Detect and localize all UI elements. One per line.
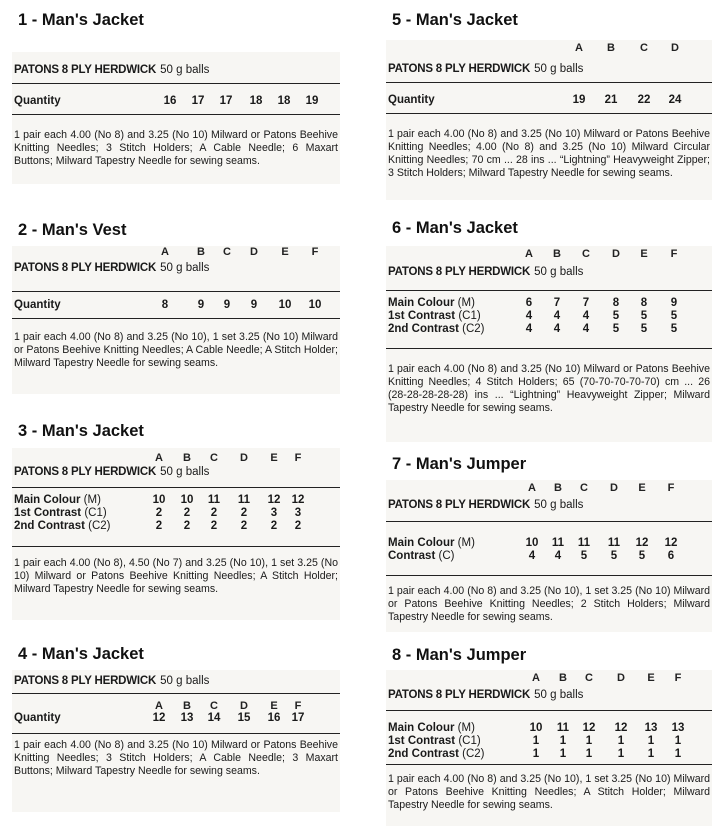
size-letter: F (311, 246, 319, 258)
size-letter: B (197, 246, 205, 258)
quantity-value: 5 (580, 550, 588, 562)
size-header (12, 452, 340, 466)
quantity-value: 5 (610, 550, 618, 562)
row-label-code: (C1) (458, 735, 481, 747)
size-letter: D (671, 42, 679, 54)
quantity-value: 17 (291, 712, 305, 724)
quantity-value: 1 (647, 748, 655, 760)
size-letter: F (294, 452, 302, 464)
size-letter: F (667, 482, 675, 494)
row-label (388, 748, 485, 760)
quantity-value: 1 (674, 748, 682, 760)
quantity-value: 2 (240, 507, 248, 519)
quantity-value: 2 (155, 520, 163, 532)
divider (12, 291, 340, 292)
size-letter: A (155, 452, 163, 464)
yarn-line (14, 675, 209, 687)
size-letter: A (575, 42, 583, 54)
quantity-value: 16 (163, 95, 177, 107)
quantity-value: 4 (582, 323, 590, 335)
row-label-code: (C2) (462, 748, 485, 760)
size-letter: C (585, 672, 593, 684)
size-letter: A (525, 248, 533, 260)
quantity-value: 8 (640, 297, 648, 309)
quantity-value: 12 (152, 712, 166, 724)
row-label-text: 1st Contrast (14, 507, 82, 519)
row-label (14, 712, 61, 724)
size-letter: A (532, 672, 540, 684)
yarn-unit: 50 g balls (160, 675, 210, 687)
divider (12, 83, 340, 84)
quantity-value: 12 (635, 537, 649, 549)
pattern-heading: 7 - Man's Jumper (392, 455, 527, 473)
row-label-text: Quantity (14, 299, 61, 311)
yarn-line (388, 689, 583, 701)
row-label-text: Main Colour (388, 537, 455, 549)
quantity-value: 6 (525, 297, 533, 309)
divider (386, 521, 712, 522)
requirements-card (386, 480, 712, 632)
size-letter: D (250, 246, 258, 258)
row-label-code: (C1) (458, 310, 481, 322)
materials-description: 1 pair each 4.00 (No 8) and 3.25 (No 10) Milward or Patons Beehive Knitting Needles; 4 Stitch Holders; 65 (70-70-70-70-70) cm ... 26 (28-28-28-28-28) ins ... “Lightning” Heavyweight Zipper; Milward Tapestry Needle for sewing seams. (388, 363, 710, 414)
quantity-value: 22 (637, 94, 651, 106)
quantity-value: 12 (291, 494, 305, 506)
row-label-text: 1st Contrast (388, 735, 456, 747)
divider (386, 113, 712, 114)
quantity-value: 4 (525, 323, 533, 335)
quantity-value: 5 (670, 323, 678, 335)
size-letter: E (270, 700, 278, 712)
divider (386, 82, 712, 83)
quantity-value: 1 (585, 735, 593, 747)
quantity-row (12, 712, 340, 726)
yarn-name: PATONS 8 PLY HERDWICK (388, 689, 531, 701)
yarn-line (14, 466, 209, 478)
quantity-row (386, 748, 712, 762)
pattern-heading: 6 - Man's Jacket (392, 219, 518, 237)
row-label (14, 299, 61, 311)
size-letter: A (155, 700, 163, 712)
divider (12, 487, 340, 488)
quantity-row (12, 520, 340, 534)
quantity-row (386, 297, 712, 311)
divider (386, 348, 712, 349)
yarn-unit: 50 g balls (160, 466, 210, 478)
quantity-row (12, 95, 340, 109)
row-label (388, 323, 485, 335)
quantity-value: 14 (207, 712, 221, 724)
row-label (388, 297, 475, 309)
size-letter: B (183, 700, 191, 712)
row-label (388, 310, 481, 322)
quantity-value: 21 (604, 94, 618, 106)
yarn-name: PATONS 8 PLY HERDWICK (14, 466, 157, 478)
quantity-value: 2 (240, 520, 248, 532)
quantity-value: 13 (644, 722, 658, 734)
requirements-card (386, 246, 712, 442)
row-label-code: (C) (438, 550, 455, 562)
row-label-text: Quantity (14, 95, 61, 107)
quantity-row (386, 94, 712, 108)
quantity-value: 2 (294, 520, 302, 532)
size-letter: C (210, 700, 218, 712)
pattern-heading: 1 - Man's Jacket (18, 11, 144, 29)
quantity-row (12, 494, 340, 508)
row-label-code: (M) (457, 537, 475, 549)
size-letter: C (210, 452, 218, 464)
quantity-value: 7 (582, 297, 590, 309)
quantity-value: 5 (612, 310, 620, 322)
quantity-value: 2 (183, 520, 191, 532)
yarn-unit: 50 g balls (160, 64, 210, 76)
pattern-heading: 4 - Man's Jacket (18, 645, 144, 663)
quantity-value: 24 (668, 94, 682, 106)
quantity-value: 13 (180, 712, 194, 724)
size-letter: C (223, 246, 231, 258)
materials-description: 1 pair each 4.00 (No 8) and 3.25 (No 10) Milward or Patons Beehive Knitting Needles; 4.00 (No 8) and 3.25 (No 10) Milward Circular Knitting Needles; 70 cm ... 28 ins ... “Lightning” Heavyweight Zipper; 3 Stitch Holders; Milward Tapestry Needle for sewing seams. (388, 128, 710, 179)
requirements-card (12, 52, 340, 184)
materials-description: 1 pair each 4.00 (No 8) and 3.25 (No 10), 1 set 3.25 (No 10) Milward or Patons Beehive Knitting Needles; 2 Stitch Holders; Milward Tapestry Needle for sewing seams. (388, 585, 710, 623)
quantity-value: 4 (525, 310, 533, 322)
divider (386, 290, 712, 291)
quantity-value: 11 (237, 494, 251, 506)
quantity-value: 6 (667, 550, 675, 562)
quantity-value: 5 (670, 310, 678, 322)
row-label-text: Contrast (388, 550, 436, 562)
quantity-row (386, 735, 712, 749)
row-label (388, 722, 475, 734)
materials-description: 1 pair each 4.00 (No 8) and 3.25 (No 10), 1 set 3.25 (No 10) Milward or Patons Beehive Knitting Needles; A Stitch Holder; Milward Tapestry Needle for sewing seams. (388, 773, 710, 811)
divider (386, 764, 712, 765)
row-label-text: 2nd Contrast (14, 520, 85, 532)
quantity-value: 12 (267, 494, 281, 506)
quantity-value: 5 (612, 323, 620, 335)
quantity-value: 9 (197, 299, 205, 311)
pattern-heading: 3 - Man's Jacket (18, 422, 144, 440)
row-label-code: (C1) (84, 507, 107, 519)
size-letter: F (674, 672, 682, 684)
quantity-value: 1 (559, 748, 567, 760)
quantity-value: 10 (525, 537, 539, 549)
quantity-value: 4 (528, 550, 536, 562)
quantity-row (386, 323, 712, 337)
row-label-code: (C2) (88, 520, 111, 532)
yarn-name: PATONS 8 PLY HERDWICK (14, 262, 157, 274)
size-letter: A (528, 482, 536, 494)
yarn-line (14, 262, 209, 274)
quantity-value: 10 (152, 494, 166, 506)
quantity-value: 11 (577, 537, 591, 549)
size-letter: B (607, 42, 615, 54)
divider (12, 114, 340, 115)
quantity-value: 1 (674, 735, 682, 747)
row-label (388, 94, 435, 106)
row-label (14, 520, 111, 532)
row-label (14, 494, 101, 506)
size-letter: D (240, 700, 248, 712)
quantity-value: 4 (553, 310, 561, 322)
size-letter: C (582, 248, 590, 260)
quantity-value: 12 (614, 722, 628, 734)
size-letter: D (240, 452, 248, 464)
yarn-name: PATONS 8 PLY HERDWICK (388, 266, 531, 278)
quantity-value: 15 (237, 712, 251, 724)
divider (386, 575, 712, 576)
materials-description: 1 pair each 4.00 (No 8) and 3.25 (No 10) Milward or Patons Beehive Knitting Needles; 3 Stitch Holders; A Cable Needle; 3 Maxart Buttons; Milward Tapestry Needle for sewing seams. (14, 739, 338, 777)
quantity-value: 17 (191, 95, 205, 107)
materials-description: 1 pair each 4.00 (No 8), 4.50 (No 7) and 3.25 (No 10), 1 set 3.25 (No 10) Milward or Patons Beehive Knitting Needles; A Stitch Holder; Milward Tapestry Needle for sewing seams. (14, 557, 338, 595)
size-letter: B (559, 672, 567, 684)
yarn-name: PATONS 8 PLY HERDWICK (14, 675, 157, 687)
requirements-card (12, 448, 340, 620)
quantity-value: 8 (161, 299, 169, 311)
quantity-row (12, 299, 340, 313)
yarn-name: PATONS 8 PLY HERDWICK (388, 499, 531, 511)
row-label-code: (M) (457, 722, 475, 734)
row-label-code: (M) (457, 297, 475, 309)
pattern-heading: 8 - Man's Jumper (392, 646, 527, 664)
size-letter: B (183, 452, 191, 464)
quantity-value: 1 (532, 748, 540, 760)
size-letter: F (670, 248, 678, 260)
requirements-card (12, 670, 340, 812)
size-letter: D (617, 672, 625, 684)
size-letter: D (612, 248, 620, 260)
yarn-line (388, 63, 583, 75)
quantity-value: 1 (585, 748, 593, 760)
size-header (12, 246, 340, 260)
yarn-line (14, 64, 209, 76)
quantity-value: 12 (664, 537, 678, 549)
quantity-value: 19 (305, 95, 319, 107)
materials-description: 1 pair each 4.00 (No 8) and 3.25 (No 10), 1 set 3.25 (No 10) Milward or Patons Beehive Knitting Needles; A Cable Needle; A Stitch Holder; Milward Tapestry Needle for sewing seams. (14, 331, 338, 369)
quantity-value: 5 (640, 323, 648, 335)
yarn-line (388, 499, 583, 511)
quantity-value: 11 (551, 537, 565, 549)
row-label (14, 95, 61, 107)
quantity-value: 11 (556, 722, 570, 734)
size-letter: D (610, 482, 618, 494)
row-label-text: Quantity (388, 94, 435, 106)
quantity-value: 8 (612, 297, 620, 309)
yarn-name: PATONS 8 PLY HERDWICK (388, 63, 531, 75)
yarn-unit: 50 g balls (160, 262, 210, 274)
quantity-value: 5 (638, 550, 646, 562)
divider (12, 693, 340, 694)
yarn-name: PATONS 8 PLY HERDWICK (14, 64, 157, 76)
row-label (388, 550, 454, 562)
requirements-card (12, 246, 340, 394)
quantity-value: 12 (582, 722, 596, 734)
quantity-value: 1 (647, 735, 655, 747)
divider (12, 546, 340, 547)
size-letter: F (294, 700, 302, 712)
quantity-value: 1 (617, 748, 625, 760)
quantity-value: 19 (572, 94, 586, 106)
yarn-unit: 50 g balls (534, 63, 584, 75)
row-label-text: Main Colour (388, 722, 455, 734)
yarn-unit: 50 g balls (534, 689, 584, 701)
yarn-unit: 50 g balls (534, 266, 584, 278)
quantity-value: 1 (559, 735, 567, 747)
size-letter: B (554, 482, 562, 494)
size-letter: E (640, 248, 648, 260)
quantity-value: 10 (278, 299, 292, 311)
quantity-value: 2 (210, 520, 218, 532)
quantity-value: 4 (554, 550, 562, 562)
row-label-text: Main Colour (388, 297, 455, 309)
quantity-value: 3 (270, 507, 278, 519)
size-letter: E (270, 452, 278, 464)
quantity-value: 1 (617, 735, 625, 747)
quantity-value: 10 (180, 494, 194, 506)
divider (12, 733, 340, 734)
size-letter: E (638, 482, 646, 494)
row-label-text: 2nd Contrast (388, 748, 459, 760)
quantity-value: 10 (308, 299, 322, 311)
quantity-value: 11 (607, 537, 621, 549)
quantity-value: 2 (183, 507, 191, 519)
quantity-value: 17 (219, 95, 233, 107)
quantity-value: 7 (553, 297, 561, 309)
row-label-text: 1st Contrast (388, 310, 456, 322)
quantity-value: 11 (207, 494, 221, 506)
quantity-value: 4 (553, 323, 561, 335)
size-header (386, 42, 712, 56)
size-letter: E (281, 246, 289, 258)
yarn-line (388, 266, 583, 278)
size-letter: B (553, 248, 561, 260)
quantity-value: 3 (294, 507, 302, 519)
quantity-value: 13 (671, 722, 685, 734)
yarn-unit: 50 g balls (534, 499, 584, 511)
divider (386, 710, 712, 711)
row-label (388, 735, 481, 747)
size-letter: C (580, 482, 588, 494)
quantity-value: 9 (250, 299, 258, 311)
quantity-row (386, 537, 712, 551)
quantity-value: 5 (640, 310, 648, 322)
size-header (386, 248, 712, 262)
requirements-card (386, 670, 712, 826)
quantity-value: 2 (155, 507, 163, 519)
row-label (388, 537, 475, 549)
size-letter: E (647, 672, 655, 684)
quantity-value: 18 (277, 95, 291, 107)
quantity-value: 1 (532, 735, 540, 747)
row-label-text: Main Colour (14, 494, 81, 506)
row-label-code: (C2) (462, 323, 485, 335)
size-header (386, 672, 712, 686)
row-label-code: (M) (83, 494, 101, 506)
quantity-value: 9 (670, 297, 678, 309)
quantity-value: 2 (210, 507, 218, 519)
quantity-row (386, 310, 712, 324)
quantity-value: 16 (267, 712, 281, 724)
quantity-row (386, 550, 712, 564)
size-header (386, 482, 712, 496)
size-letter: C (640, 42, 648, 54)
requirements-card (386, 40, 712, 200)
divider (12, 318, 340, 319)
quantity-row (12, 507, 340, 521)
quantity-value: 4 (582, 310, 590, 322)
size-letter: A (161, 246, 169, 258)
row-label-text: Quantity (14, 712, 61, 724)
pattern-heading: 5 - Man's Jacket (392, 11, 518, 29)
materials-description: 1 pair each 4.00 (No 8) and 3.25 (No 10) Milward or Patons Beehive Knitting Needles; 3 Stitch Holders; A Cable Needle; 6 Maxart Buttons; Milward Tapestry Needle for sewing seams. (14, 129, 338, 167)
quantity-value: 18 (249, 95, 263, 107)
row-label-text: 2nd Contrast (388, 323, 459, 335)
row-label (14, 507, 107, 519)
quantity-row (386, 722, 712, 736)
quantity-value: 10 (529, 722, 543, 734)
pattern-heading: 2 - Man's Vest (18, 221, 127, 239)
quantity-value: 9 (223, 299, 231, 311)
quantity-value: 2 (270, 520, 278, 532)
